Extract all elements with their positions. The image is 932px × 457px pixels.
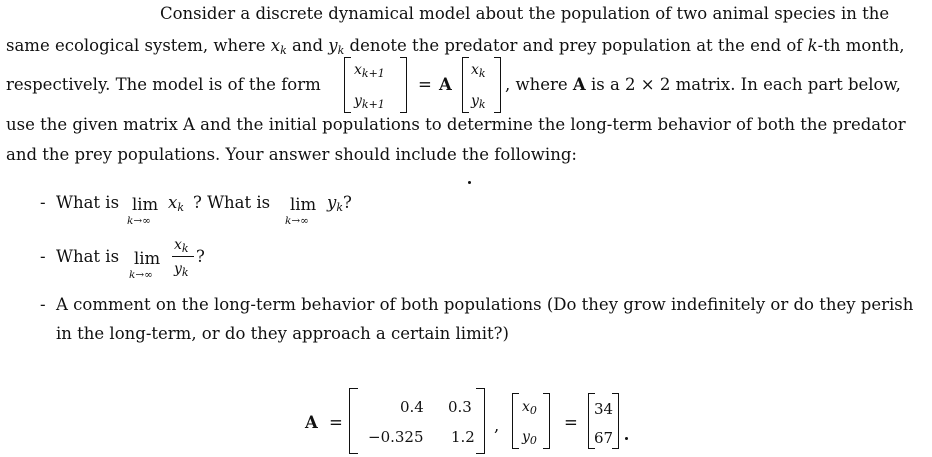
vector-entry-yk1: $y_{k+1}$ — [354, 93, 385, 111]
matrix-a11: 0.4 — [400, 398, 424, 416]
bullet-1-yk: $y_k$? — [327, 193, 352, 214]
given-comma: , — [494, 416, 500, 435]
matrix-bracket-right — [476, 388, 485, 454]
bullet-1-lim-y: lim k→∞ — [285, 195, 317, 227]
bullet-1-xk: $x_k$ — [168, 193, 184, 214]
text-line-4: use the given matrix A and the initial populations to determine the long-term behavior of both the predator — [6, 115, 906, 134]
bullet-1-dash: - — [40, 193, 46, 212]
values-bracket-right — [612, 393, 619, 449]
matrix-bracket-left — [349, 388, 358, 454]
text-line-2: same ecological system, where $x_k$ and $y_k$ denote the predator and prey population at the end of k-th month, — [6, 36, 905, 57]
vector-bracket-right-2 — [494, 57, 501, 113]
fraction-bar — [172, 256, 194, 257]
given-A-label: A — [305, 413, 318, 432]
matrix-A-symbol: A — [439, 75, 452, 94]
matrix-a21: −0.325 — [368, 428, 424, 446]
stray-dot — [468, 181, 471, 184]
vector-entry-xk1: $x_{k+1}$ — [354, 62, 385, 80]
bullet-1-lim-x: lim k→∞ — [127, 195, 159, 227]
x0-entry: $x_0$ — [522, 399, 537, 417]
bullet-3-line-2: in the long-term, or do they approach a certain limit?) — [56, 324, 509, 343]
text-line-1: Consider a discrete dynamical model about the population of two animal species in the — [160, 4, 890, 23]
period-dot — [625, 437, 628, 440]
bullet-2-qmark: ? — [196, 247, 205, 266]
vector-bracket-right — [400, 57, 407, 113]
vector-bracket-left — [344, 57, 351, 113]
y0-value: 67 — [594, 429, 614, 447]
vector-entry-yk: $y_k$ — [471, 93, 486, 111]
text-line-3b: , where A is a 2 × 2 matrix. In each part below, — [505, 75, 901, 94]
fraction-numerator: $x_k$ — [174, 237, 189, 255]
bullet-2-lim: lim k→∞ — [129, 249, 161, 281]
x0-bracket-left — [512, 393, 519, 449]
vector-bracket-left-2 — [462, 57, 469, 113]
bullet-2-dash: - — [40, 247, 46, 266]
bullet-1-text-a: What is — [56, 193, 120, 212]
bullet-2-text-a: What is — [56, 247, 120, 266]
x0-bracket-right — [543, 393, 550, 449]
equals-sign: = — [418, 75, 432, 94]
y0-entry: $y_0$ — [522, 429, 537, 447]
given-equals: = — [329, 413, 343, 432]
matrix-a12: 0.3 — [448, 398, 472, 416]
x0-value: 34 — [594, 400, 614, 418]
vector-entry-xk: $x_k$ — [471, 62, 486, 80]
text-line-3a: respectively. The model is of the form — [6, 75, 321, 94]
matrix-a22: 1.2 — [451, 428, 475, 446]
bullet-3-line-1: A comment on the long-term behavior of both populations (Do they grow indefinitely or do they perish — [56, 295, 914, 314]
given-equals-2: = — [564, 413, 578, 432]
fraction-denominator: $y_k$ — [174, 261, 189, 279]
text-line-5: and the prey populations. Your answer should include the following: — [6, 145, 577, 164]
bullet-1-text-b: ? What is — [193, 193, 271, 212]
bullet-3-dash: - — [40, 295, 46, 314]
